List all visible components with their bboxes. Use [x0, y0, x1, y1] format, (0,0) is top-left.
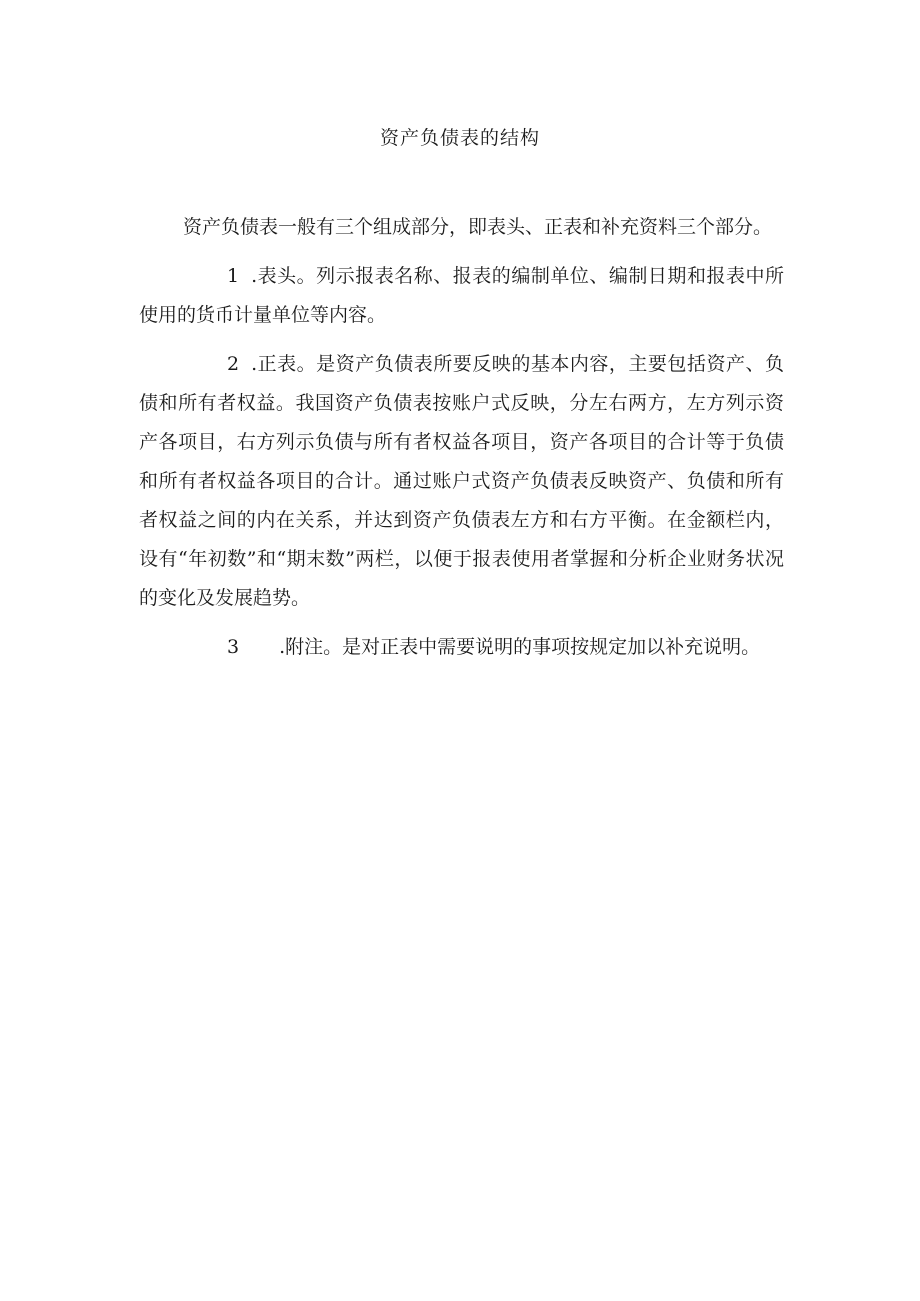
document-body — [139, 208, 784, 677]
paragraph-text: .表头。列示报表名称、报表的编制单位、编制日期和报表中所使用的货币计量单位等内容。 — [139, 265, 784, 326]
paragraph-text: 资产负债表一般有三个组成部分，即表头、正表和补充资料三个部分。 — [183, 216, 773, 238]
paragraph-number: 3 — [227, 636, 240, 658]
paragraph-intro — [139, 208, 784, 247]
paragraph-number: 2 — [227, 353, 240, 375]
paragraph-header-section — [139, 257, 784, 335]
document-title: 资产负债表的结构 — [379, 127, 540, 149]
paragraph-notes-section — [139, 628, 784, 667]
paragraph-text: .附注。是对正表中需要说明的事项按规定加以补充说明。 — [279, 636, 761, 658]
paragraph-main-section — [139, 345, 784, 618]
paragraph-text: .正表。是资产负债表所要反映的基本内容，主要包括资产、负债和所有者权益。我国资产负债表按账户式反映，分左右两方，左方列示资产各项目，右方列示负债与所有者权益各项目，资产各项目的合计等于负债和所有者权益各项目的合计。通过账户式资产负债表反映资产、负债和所有者权益之间的内在关系，并达到资产负债表左方和右方平衡。在金额栏内，设有“年初数”和“期末数”两栏，以便于报表使用者掌握和分析企业财务状况的变化及发展趋势。 — [139, 353, 784, 609]
paragraph-number: 1 — [227, 265, 240, 287]
